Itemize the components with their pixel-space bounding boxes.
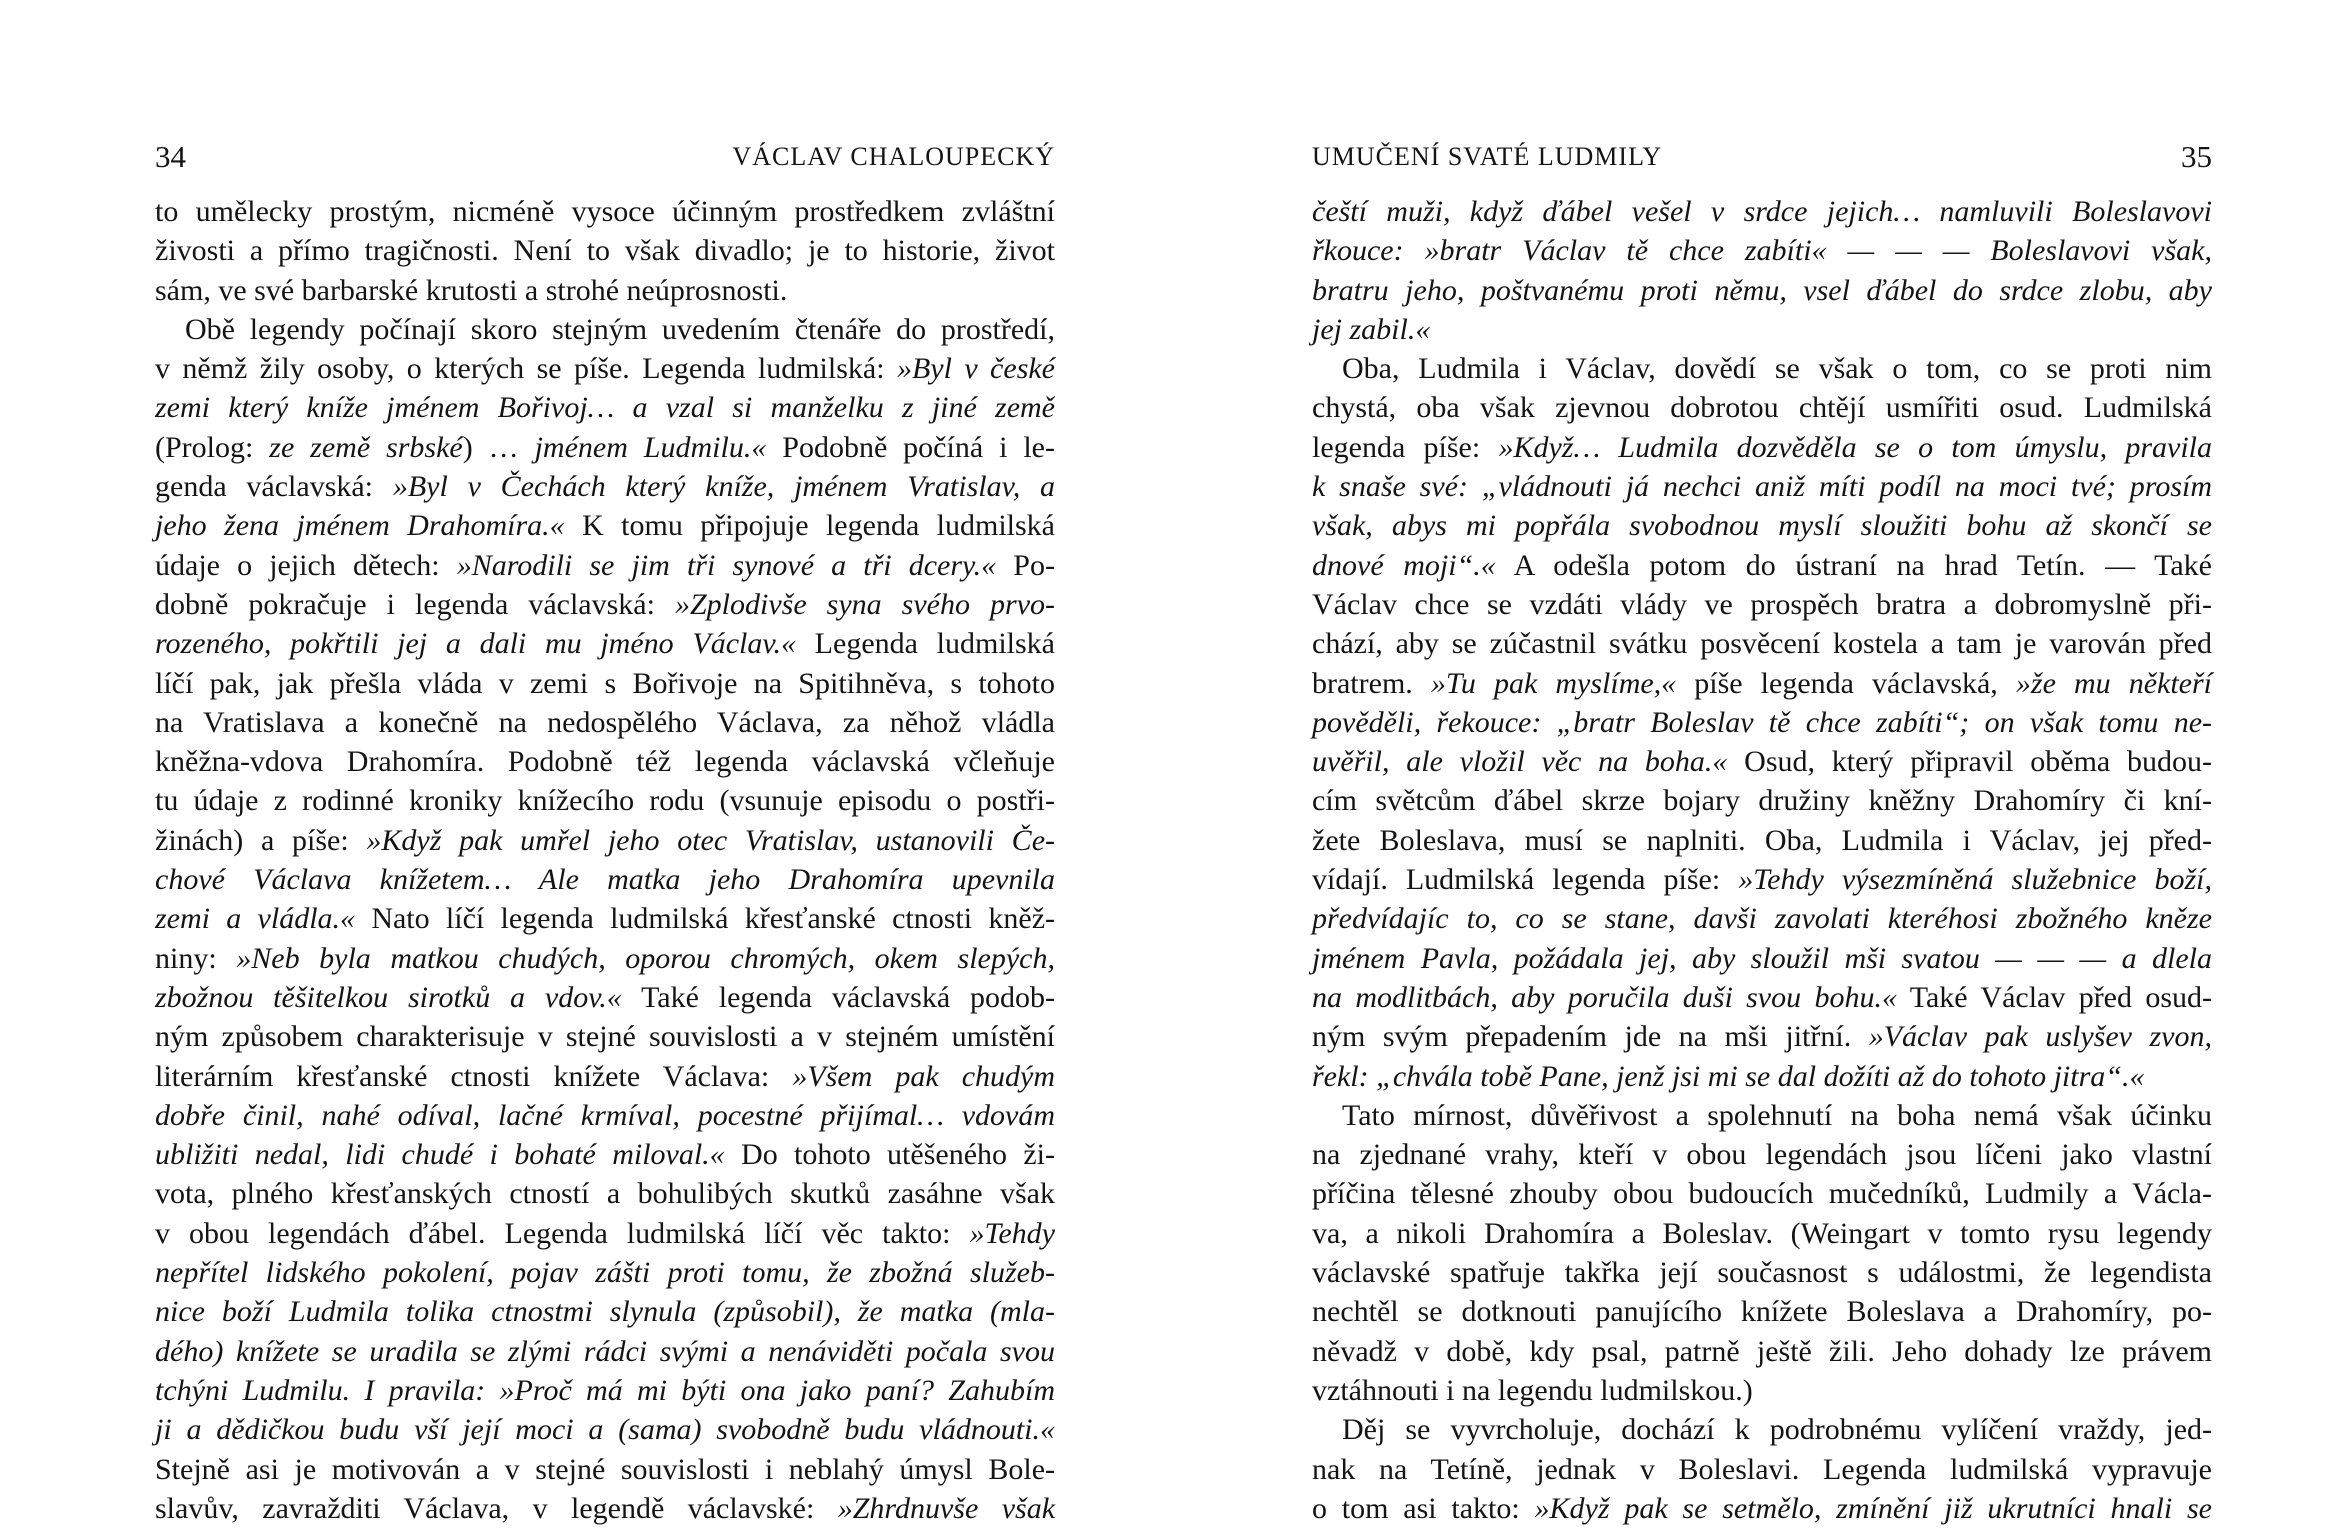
- text-line: [155, 742, 1055, 781]
- text-line: [155, 1017, 1055, 1056]
- italic-quote-segment: zbožnou těšitelkou sirotků a vdov.«: [155, 980, 622, 1014]
- italic-quote-segment: rozeného, pokřtili jej a dali mu jméno Václav.«: [155, 627, 796, 661]
- text-line: [155, 703, 1055, 742]
- text-line: [1312, 1410, 2212, 1449]
- text-line: [155, 428, 1055, 467]
- text-line: [1312, 585, 2212, 624]
- text-line: [155, 467, 1055, 506]
- text-segment: údaje o jejich dětech:: [155, 548, 457, 582]
- text-line: [155, 192, 1055, 231]
- text-segment: (Prolog:: [155, 430, 270, 464]
- italic-quote-segment: nice boží Ludmila tolika ctnostmi slynula (způsobil), že matka (mla-: [155, 1295, 1055, 1329]
- text-segment: na zjednané vrahy, kteří v obou legendách jsou líčeni jako vlastní: [1312, 1138, 2212, 1172]
- text-line: [1312, 1174, 2212, 1213]
- text-segment: líčí pak, jak přešla vláda v zemi s Bořivoje na Spitihněva, s tohoto: [155, 666, 1055, 700]
- text-line: [1312, 310, 2212, 349]
- text-segment: Také Václav před osud-: [1896, 980, 2212, 1014]
- text-segment: Tato mírnost, důvěřivost a spolehnutí na boha nemá však účinku: [1342, 1098, 2212, 1132]
- text-segment: A odešla potom do ústraní na hrad Tetín. — Také: [1495, 548, 2212, 582]
- italic-quote-segment: »Byl v české: [896, 352, 1055, 386]
- text-segment: ) …: [462, 430, 535, 464]
- text-line: [155, 624, 1055, 663]
- text-line: [155, 231, 1055, 270]
- left-running-title: VÁCLAV CHALOUPECKÝ: [732, 142, 1055, 171]
- text-segment: Osud, který připravil oběma budou-: [1727, 745, 2212, 779]
- text-line: [1312, 349, 2212, 388]
- text-segment: žete Boleslava, musí se naplniti. Oba, Ludmila i Václav, jej před-: [1312, 823, 2212, 857]
- text-segment: v němž žily osoby, o kterých se píše. Legenda ludmilská:: [155, 352, 897, 386]
- italic-quote-segment: »Když… Ludmila dozvěděla se o tom úmyslu, pravila: [1498, 430, 2212, 464]
- italic-quote-segment: pověděli, řekouce: „bratr Boleslav tě chce zabíti“; on však tomu ne-: [1312, 705, 2212, 739]
- text-segment: Obě legendy počínají skoro stejným uvedením čtenáře do prostředí,: [185, 312, 1055, 346]
- italic-quote-segment: »Tehdy: [969, 1216, 1055, 1250]
- text-line: [1312, 1253, 2212, 1292]
- italic-quote-segment: »Zhrdnuvše však: [837, 1491, 1056, 1525]
- text-line: [155, 860, 1055, 899]
- italic-quote-segment: zemi který kníže jménem Bořivoj… a vzal si manželku z jiné země: [155, 391, 1055, 425]
- text-line: [155, 1174, 1055, 1213]
- italic-quote-segment: k snaše své: „vládnouti já nechci aniž míti podíl na moci tvé; prosím: [1312, 470, 2212, 504]
- italic-quote-segment: jeho žena jménem Drahomíra.«: [155, 509, 565, 543]
- text-line: [1312, 781, 2212, 820]
- italic-quote-segment: ji a dědičkou budu vší její moci a (sama) svobodně budu vládnouti.«: [155, 1413, 1055, 1447]
- text-segment: ným způsobem charakterisuje v stejné souvislosti a v stejném umístění: [155, 1020, 1055, 1054]
- text-segment: Legenda ludmilská: [795, 627, 1055, 661]
- text-line: [155, 506, 1055, 545]
- left-page-text: [155, 192, 1055, 1528]
- italic-quote-segment: řekl: „chvála tobě Pane, jenž jsi mi se dal dožíti až do tohoto jitra“.«: [1312, 1059, 2145, 1093]
- text-line: [1312, 506, 2212, 545]
- text-line: [155, 939, 1055, 978]
- text-line: [1312, 231, 2212, 270]
- italic-quote-segment: uvěřil, ale vložil věc na boha.«: [1312, 745, 1728, 779]
- text-line: [1312, 1096, 2212, 1135]
- text-segment: Do tohoto utěšeného ži-: [724, 1138, 1056, 1172]
- text-line: [155, 978, 1055, 1017]
- text-segment: bratrem.: [1312, 666, 1431, 700]
- right-page-text: [1312, 192, 2212, 1528]
- text-line: [155, 271, 1055, 310]
- italic-quote-segment: »Když pak se setmělo, zmínění již ukrutníci hnali se: [1534, 1491, 2212, 1525]
- italic-quote-segment: »Všem pak chudým: [792, 1059, 1056, 1093]
- text-segment: živosti a přímo tragičnosti. Není to však divadlo; je to historie, život: [155, 234, 1055, 268]
- italic-quote-segment: dnové moji“.«: [1312, 548, 1496, 582]
- text-line: [155, 1410, 1055, 1449]
- text-segment: kněžna-vdova Drahomíra. Podobně též legenda václavská včleňuje: [155, 745, 1055, 779]
- text-line: [1312, 624, 2212, 663]
- text-line: [1312, 1214, 2212, 1253]
- text-line: [1312, 546, 2212, 585]
- text-segment: niny:: [155, 941, 237, 975]
- italic-quote-segment: čeští muži, když ďábel vešel v srdce jejich… namluvili Boleslavovi: [1312, 195, 2212, 228]
- italic-quote-segment: chové Václava knížetem… Ale matka jeho Drahomíra upevnila: [155, 863, 1055, 897]
- text-segment: ným svým přepadením jde na mši jitřní.: [1312, 1020, 1869, 1054]
- text-line: [1312, 1332, 2212, 1371]
- italic-quote-segment: jménem Pavla, požádala jej, aby sloužil mši svatou — — — a dlela: [1312, 941, 2212, 975]
- italic-quote-segment: »Narodili se jim tři synové a tři dcery.«: [456, 548, 997, 582]
- italic-quote-segment: řkouce: »bratr Václav tě chce zabíti« — — — Boleslavovi však,: [1312, 234, 2212, 268]
- text-segment: žinách) a píše:: [155, 823, 367, 857]
- text-line: [155, 585, 1055, 624]
- text-segment: cím světcům ďábel skrze bojary družiny kněžny Drahomíry či kní-: [1312, 784, 2212, 818]
- text-line: [1312, 1292, 2212, 1331]
- text-line: [1312, 192, 2212, 231]
- text-segment: příčina tělesné zhouby obou budoucích mučedníků, Ludmily a Václa-: [1312, 1177, 2212, 1211]
- text-line: [1312, 664, 2212, 703]
- text-segment: o tom asi takto:: [1312, 1491, 1535, 1525]
- text-segment: na Vratislava a konečně na nedospělého Václava, za něhož vládla: [155, 705, 1055, 739]
- text-segment: nechtěl se dotknouti panujícího knížete Boleslava a Drahomíry, po-: [1312, 1295, 2212, 1329]
- italic-quote-segment: bratru jeho, poštvanému proti němu, vsel ďábel do srdce zlobu, aby: [1312, 273, 2212, 307]
- italic-quote-segment: ze země srbské: [269, 430, 463, 464]
- text-line: [1312, 978, 2212, 1017]
- text-segment: Také legenda václavská podob-: [621, 980, 1055, 1014]
- text-segment: Oba, Ludmila i Václav, dovědí se však o tom, co se proti nim: [1342, 352, 2212, 386]
- text-segment: to umělecky prostým, nicméně vysoce účinným prostředkem zvláštní: [155, 195, 1055, 228]
- italic-quote-segment: předvídajíc to, co se stane, davši zavolati kteréhosi zbožného kněze: [1312, 902, 2212, 936]
- text-line: [155, 349, 1055, 388]
- italic-quote-segment: na modlitbách, aby poručila duši svou bohu.«: [1312, 980, 1897, 1014]
- text-line: [1312, 1489, 2212, 1528]
- italic-quote-segment: »Tehdy výsezmíněná služebnice boží,: [1738, 863, 2212, 897]
- italic-quote-segment: dobře činil, nahé odíval, lačné krmíval, pocestné přijímal… vdovám: [155, 1098, 1055, 1132]
- text-segment: va, a nikoli Drahomíra a Boleslav. (Weingart v tomto rysu legendy: [1312, 1216, 2212, 1250]
- text-segment: genda václavská:: [155, 470, 393, 504]
- italic-quote-segment: »Václav pak uslyšev zvon,: [1868, 1020, 2212, 1054]
- text-line: [155, 1253, 1055, 1292]
- text-line: [1312, 860, 2212, 899]
- text-line: [1312, 742, 2212, 781]
- italic-quote-segment: »Byl v Čechách který kníže, jménem Vratislav, a: [392, 470, 1055, 504]
- text-segment: chází, aby se zúčastnil svátku posvěcení kostela a tam je varován před: [1312, 627, 2212, 661]
- left-page-number: 34: [155, 139, 186, 174]
- italic-quote-segment: »Když pak umřel jeho otec Vratislav, ustanovili Če-: [366, 823, 1055, 857]
- italic-quote-segment: »Neb byla matkou chudých, oporou chromých, okem slepých,: [236, 941, 1055, 975]
- text-segment: chystá, oba však zjevnou dobrotou chtějí usmířiti osud. Ludmilská: [1312, 391, 2212, 425]
- italic-quote-segment: »Zplodivše syna svého prvo-: [674, 587, 1055, 621]
- text-line: [155, 781, 1055, 820]
- text-line: [155, 899, 1055, 938]
- text-segment: václavské spatřuje takřka její současnost s událostmi, že legendista: [1312, 1256, 2212, 1290]
- text-segment: dobně pokračuje i legenda václavská:: [155, 587, 675, 621]
- text-segment: sám, ve své barbarské krutosti a strohé neúprosnosti.: [155, 273, 788, 307]
- text-line: [1312, 1371, 2212, 1410]
- text-line: [1312, 1135, 2212, 1174]
- text-line: [1312, 428, 2212, 467]
- text-line: [1312, 271, 2212, 310]
- text-line: [1312, 1057, 2212, 1096]
- text-segment: slavův, zavražditi Václava, v legendě václavské:: [155, 1491, 838, 1525]
- text-line: [155, 310, 1055, 349]
- text-segment: něvadž v době, kdy psal, patrně ještě žili. Jeho dohady lze právem: [1312, 1334, 2212, 1368]
- text-segment: Po-: [996, 548, 1055, 582]
- right-running-head: [1312, 140, 2212, 174]
- text-line: [155, 1135, 1055, 1174]
- text-segment: Stejně asi je motivován a v stejné souvislosti i neblahý úmysl Bole-: [155, 1452, 1055, 1486]
- text-line: [1312, 1450, 2212, 1489]
- italic-quote-segment: však, abys mi popřála svobodnou myslí sloužiti bohu až skončí se: [1312, 509, 2212, 543]
- text-line: [155, 1489, 1055, 1528]
- text-segment: tu údaje z rodinné kroniky knížecího rodu (vsunuje episodu o postři-: [155, 784, 1055, 818]
- text-segment: Nato líčí legenda ludmilská křesťanské ctnosti kněž-: [355, 902, 1055, 936]
- text-segment: v obou legendách ďábel. Legenda ludmilská líčí věc takto:: [155, 1216, 970, 1250]
- text-line: [155, 1096, 1055, 1135]
- text-line: [155, 1057, 1055, 1096]
- text-line: [1312, 939, 2212, 978]
- italic-quote-segment: jménem Ludmilu.«: [534, 430, 767, 464]
- text-line: [155, 1371, 1055, 1410]
- text-segment: vota, plného křesťanských ctností a bohulibých skutků zasáhne však: [155, 1177, 1055, 1211]
- text-line: [155, 546, 1055, 585]
- text-line: [1312, 467, 2212, 506]
- text-line: [1312, 821, 2212, 860]
- text-segment: nak na Tetíně, jednak v Boleslavi. Legenda ludmilská vypravuje: [1312, 1452, 2212, 1486]
- text-segment: legenda píše:: [1312, 430, 1499, 464]
- left-running-head: [155, 140, 1055, 174]
- text-line: [155, 1214, 1055, 1253]
- text-segment: píše legenda václavská,: [1676, 666, 2016, 700]
- text-line: [155, 1450, 1055, 1489]
- italic-quote-segment: zemi a vládla.«: [155, 902, 356, 936]
- text-line: [1312, 899, 2212, 938]
- italic-quote-segment: »že mu někteří: [2015, 666, 2212, 700]
- text-line: [155, 1332, 1055, 1371]
- italic-quote-segment: dého) knížete se uradila se zlými rádci svými a nenáviděti počala svou: [155, 1334, 1055, 1368]
- text-line: [1312, 703, 2212, 742]
- right-running-title: UMUČENÍ SVATÉ LUDMILY: [1312, 142, 1663, 171]
- right-page-number: 35: [2181, 139, 2212, 174]
- text-segment: vídají. Ludmilská legenda píše:: [1312, 863, 1739, 897]
- text-line: [155, 821, 1055, 860]
- text-line: [155, 388, 1055, 427]
- italic-quote-segment: »Tu pak myslíme,«: [1430, 666, 1677, 700]
- italic-quote-segment: nepřítel lidského pokolení, pojav zášti proti tomu, že zbožná služeb-: [155, 1256, 1055, 1290]
- text-line: [1312, 1017, 2212, 1056]
- text-segment: K tomu připojuje legenda ludmilská: [564, 509, 1055, 543]
- text-segment: literárním křesťanské ctnosti knížete Václava:: [155, 1059, 793, 1093]
- text-segment: Václav chce se vzdáti vlády ve prospěch bratra a dobromyslně při-: [1312, 587, 2212, 621]
- text-line: [155, 664, 1055, 703]
- italic-quote-segment: ubližiti nedal, lidi chudé i bohaté miloval.«: [155, 1138, 725, 1172]
- text-segment: Podobně počíná i le-: [766, 430, 1055, 464]
- text-segment: Děj se vyvrcholuje, dochází k podrobnému vylíčení vraždy, jed-: [1342, 1413, 2212, 1447]
- text-line: [1312, 388, 2212, 427]
- text-line: [155, 1292, 1055, 1331]
- text-segment: vztáhnouti i na legendu ludmilskou.): [1312, 1373, 1753, 1407]
- italic-quote-segment: jej zabil.«: [1312, 312, 1431, 346]
- italic-quote-segment: tchýni Ludmilu. I pravila: »Proč má mi býti ona jako paní? Zahubím: [155, 1373, 1055, 1407]
